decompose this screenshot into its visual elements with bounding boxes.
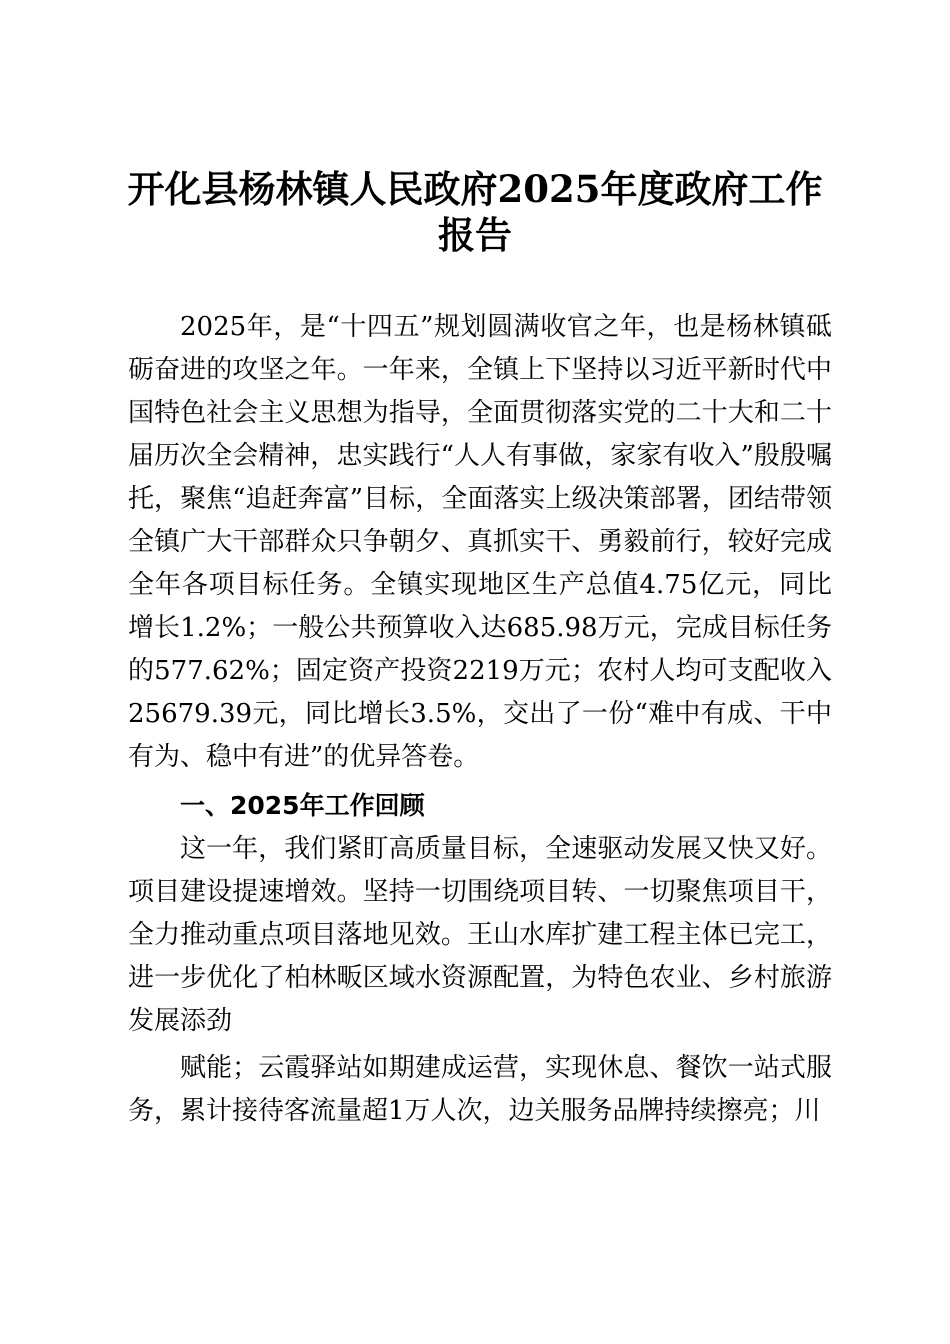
- section-paragraph: 这一年，我们紧盯高质量目标，全速驱动发展又快又好。项目建设提速增效。坚持一切围绕项目转、一切聚焦项目干，全力推动重点项目落地见效。王山水库扩建工程主体已完工，进一步优化了柏林畈区域水资源配置，为特色农业、乡村旅游发展添劲: [128, 834, 832, 1036]
- intro-paragraph: 2025年，是“十四五”规划圆满收官之年，也是杨林镇砥砺奋进的攻坚之年。一年来，全镇上下坚持以习近平新时代中国特色社会主义思想为指导，全面贯彻落实党的二十大和二十届历次全会精神，忠实践行“人人有事做，家家有收入”殷殷嘱托，聚焦“追赶奔富”目标，全面落实上级决策部署，团结带领全镇广大干部群众只争朝夕、真抓实干、勇毅前行，较好完成全年各项目标任务。全镇实现地区生产总值4.75亿元，同比增长1.2%；一般公共预算收入达685.98万元，完成目标任务的577.62%；固定资产投资2219万元；农村人均可支配收入25679.39元，同比增长3.5%，交出了一份“难中有成、干中有为、稳中有进”的优异答卷。: [128, 312, 832, 772]
- continuation-paragraph: 赋能；云霞驿站如期建成运营，实现休息、餐饮一站式服务，累计接待客流量超1万人次，边关服务品牌持续擦亮；川: [128, 1053, 832, 1126]
- document-body: [128, 306, 832, 1133]
- section-heading: 一、2025年工作回顾: [180, 791, 425, 820]
- document-title: 开化县杨林镇人民政府2025年度政府工作报告: [127, 167, 823, 257]
